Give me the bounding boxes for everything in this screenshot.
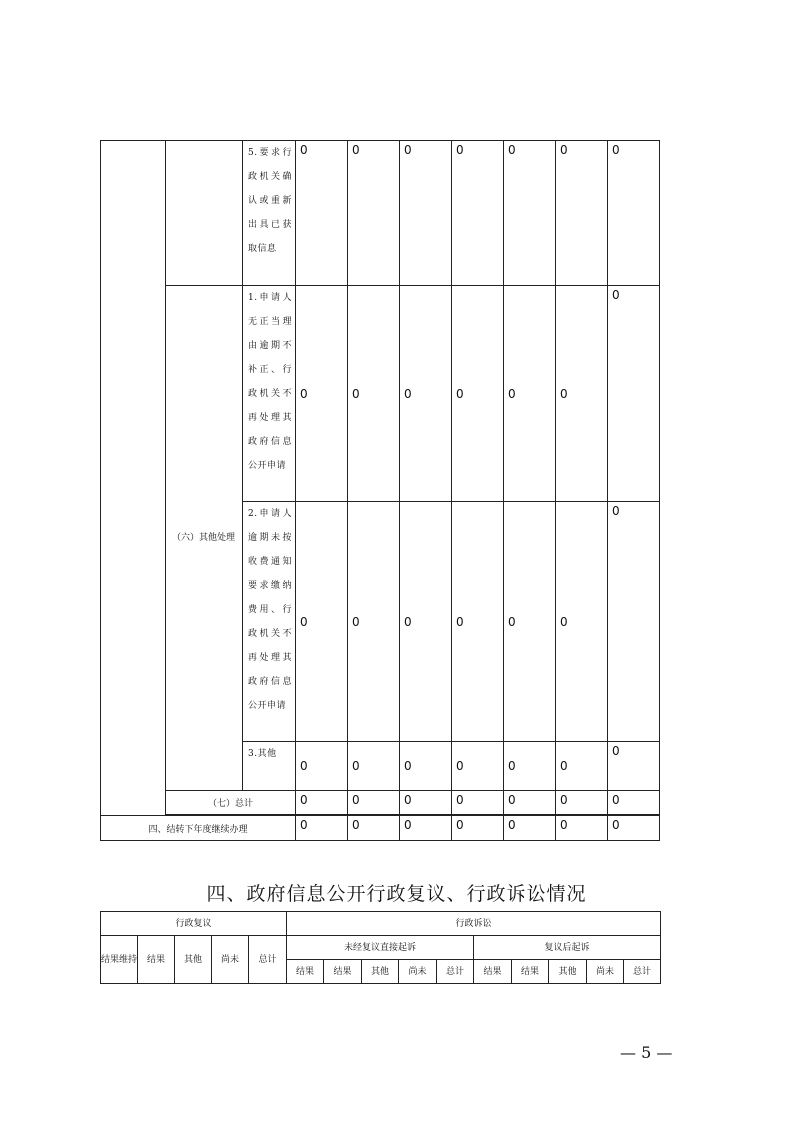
table-row [101,141,660,286]
section-heading: 四、政府信息公开行政复议、行政诉讼情况 [206,883,587,905]
value-cell: 0 [452,502,504,742]
value-cell: 0 [608,742,660,791]
value-cell: 0 [296,742,348,791]
outer-category-cell [101,141,166,816]
row-label-text: 1.申请人无正当理由逾期不补正、行政机关不再处理其政府信息公开申请 [248,293,292,471]
table-row [101,286,660,502]
total-row [101,791,660,815]
page-number: — 5 — [620,1043,673,1062]
value-cell: 0 [504,502,556,742]
col-header: 总计 [249,936,287,984]
row-label-text: 5.要求行政机关确认或重新出具已获取信息 [248,148,292,254]
row-label-text: 2.申请人逾期未按收费通知要求缴纳费用、行政机关不再处理其政府信息公开申请 [248,509,292,711]
col-header: 其他 [549,960,587,984]
group-label-other-handling [166,286,243,791]
total-label: （七）总计 [166,791,296,815]
value-cell: 0 [608,286,660,502]
row-label [243,286,296,502]
value-cell: 0 [296,502,348,742]
row-label [243,742,296,791]
col-header [101,936,138,984]
carry-over-row [101,816,660,841]
admin-review-header: 行政复议 [101,912,287,936]
value-cell: 0 [556,286,608,502]
value-cell: 0 [556,816,608,841]
col-header: 结果 [324,960,362,984]
value-cell: 0 [348,816,400,841]
direct-suit-header: 未经复议直接起诉 [287,936,474,960]
value-cell: 0 [452,286,504,502]
carry-over-label: 四、结转下年度继续办理 [101,816,296,841]
value-cell: 0 [556,502,608,742]
value-cell: 0 [348,286,400,502]
value-cell: 0 [400,791,452,815]
col-header: 尚未 [212,936,249,984]
review-litigation-table [100,911,661,984]
group-label-text: （六）其他处理 [172,533,236,543]
value-cell: 0 [504,286,556,502]
row-label [243,141,296,286]
blank-subcategory-cell [166,141,243,286]
col-header: 总计 [437,960,474,984]
col-header: 结果 [474,960,512,984]
value-cell: 0 [608,141,660,286]
value-cell: 0 [400,286,452,502]
value-cell: 0 [400,816,452,841]
value-cell: 0 [556,141,608,286]
after-review-suit-header: 复议后起诉 [474,936,661,960]
value-cell: 0 [296,816,348,841]
value-cell: 0 [504,141,556,286]
value-cell: 0 [296,141,348,286]
value-cell: 0 [348,742,400,791]
value-cell: 0 [452,816,504,841]
col-header: 总计 [624,960,661,984]
value-cell: 0 [348,141,400,286]
col-header: 结果 [287,960,324,984]
value-cell: 0 [400,502,452,742]
value-cell: 0 [296,791,348,815]
col-header-text: 结果维持 [101,954,138,965]
col-header: 结果 [512,960,549,984]
disposal-table [100,140,660,841]
col-header: 尚未 [587,960,624,984]
value-cell: 0 [400,141,452,286]
value-cell: 0 [504,816,556,841]
value-cell: 0 [556,742,608,791]
col-header: 尚未 [399,960,437,984]
col-header: 结果 [138,936,175,984]
col-header: 其他 [362,960,399,984]
value-cell: 0 [452,742,504,791]
admin-litigation-header: 行政诉讼 [287,912,661,936]
row-label [243,502,296,742]
value-cell: 0 [348,791,400,815]
row-label-text: 3.其他 [248,749,277,759]
col-header: 其他 [175,936,212,984]
value-cell: 0 [504,742,556,791]
value-cell: 0 [348,502,400,742]
value-cell: 0 [296,286,348,502]
value-cell: 0 [556,791,608,815]
value-cell: 0 [608,502,660,742]
value-cell: 0 [452,791,504,815]
value-cell: 0 [452,141,504,286]
value-cell: 0 [504,791,556,815]
value-cell: 0 [400,742,452,791]
value-cell: 0 [608,816,660,841]
value-cell: 0 [608,791,660,815]
